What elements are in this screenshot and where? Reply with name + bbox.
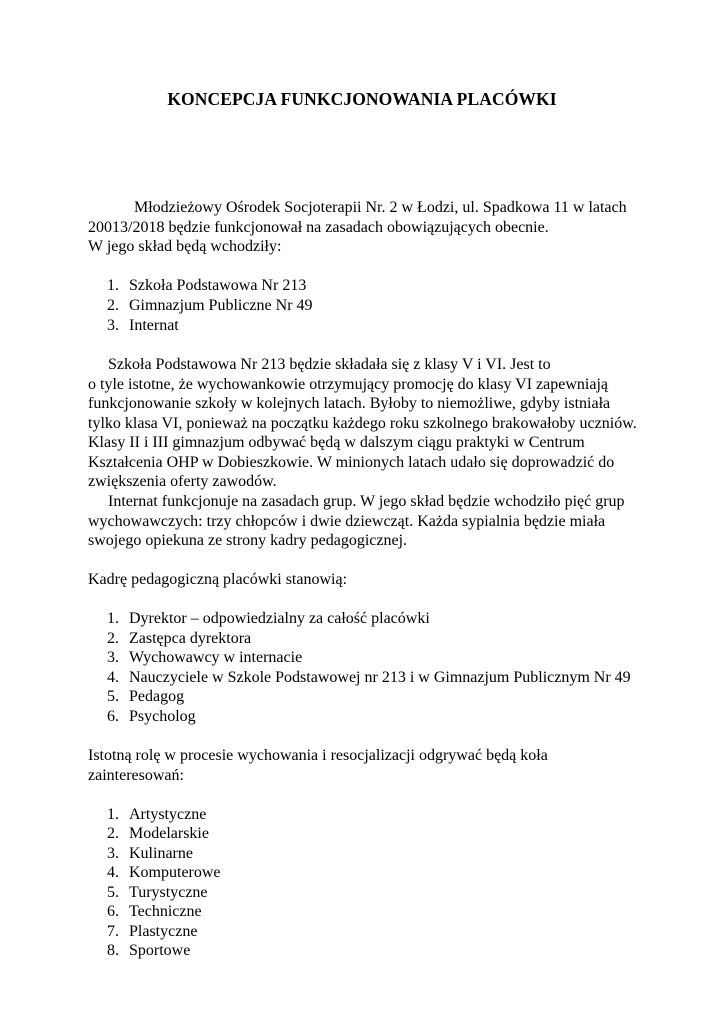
list-number: 6. (107, 903, 119, 920)
clubs-heading-line-2: zainteresowań: (88, 767, 184, 784)
document-title: KONCEPCJA FUNKCJONOWANIA PLACÓWKI (167, 89, 557, 109)
list-item-club-3 (107, 844, 193, 864)
list-item-staff-3 (107, 648, 302, 668)
list-item-club-4 (107, 863, 221, 883)
list-text: Psycholog (129, 708, 196, 725)
list-item-club-2 (107, 824, 209, 844)
list-item-unit-2 (107, 296, 313, 316)
list-item-staff-4 (107, 668, 631, 688)
school-line-4: tylko klasa VI, ponieważ na początku każdego roku szkolnego brakowałoby uczniów. (88, 415, 637, 432)
list-number: 1. (107, 806, 119, 823)
list-text: Internat (129, 317, 179, 334)
list-text: Dyrektor – odpowiedzialny za całość placówki (129, 610, 430, 627)
school-line-6: Kształcenia OHP w Dobieszkowie. W minionych latach udało się doprowadzić do (88, 454, 615, 471)
internat-line-3: swojego opiekuna ze strony kadry pedagogicznej. (88, 532, 408, 549)
list-text: Techniczne (129, 903, 202, 920)
list-number: 3. (107, 317, 119, 334)
list-number: 1. (107, 277, 119, 294)
list-item-club-6 (107, 902, 202, 922)
clubs-heading-line-1: Istotną rolę w procesie wychowania i resocjalizacji odgrywać będą koła (88, 747, 548, 764)
list-text: Pedagog (129, 688, 185, 705)
list-item-staff-5 (107, 687, 184, 707)
list-item-staff-2 (107, 629, 251, 649)
school-line-3: funkcjonowanie szkoły w kolejnych latach. Byłoby to niemożliwe, gdyby istniała (88, 395, 611, 412)
school-line-5: Klasy II i III gimnazjum odbywać będą w dalszym ciągu praktyki w Centrum (88, 434, 585, 451)
list-number: 8. (107, 942, 119, 959)
list-item-club-7 (107, 922, 197, 942)
list-text: Plastyczne (129, 923, 198, 940)
list-item-unit-3 (107, 316, 179, 336)
list-item-club-5 (107, 883, 208, 903)
list-text: Nauczyciele w Szkole Podstawowej nr 213 i w Gimnazjum Publicznym Nr 49 (129, 669, 631, 686)
list-item-club-8 (107, 941, 190, 961)
list-number: 2. (107, 630, 119, 647)
list-text: Wychowawcy w internacie (129, 649, 303, 666)
school-line-1: Szkoła Podstawowa Nr 213 będzie składała się z klasy V i VI. Jest to (108, 356, 551, 373)
list-text: Gimnazjum Publiczne Nr 49 (129, 297, 313, 314)
list-text: Kulinarne (129, 845, 193, 862)
internat-line-2: wychowawczych: trzy chłopców i dwie dziewcząt. Każda sypialnia będzie miała (88, 513, 606, 530)
list-number: 3. (107, 845, 119, 862)
list-number: 1. (107, 610, 119, 627)
list-number: 4. (107, 864, 119, 881)
internat-line-1: Internat funkcjonuje na zasadach grup. W jego skład będzie wchodziło pięć grup (108, 493, 625, 510)
list-text: Komputerowe (129, 864, 221, 881)
list-text: Zastępca dyrektora (129, 630, 252, 647)
list-number: 2. (107, 825, 119, 842)
school-line-7: zwiększenia oferty zawodów. (88, 473, 277, 490)
list-number: 6. (107, 708, 119, 725)
list-text: Turystyczne (129, 884, 208, 901)
list-item-staff-6 (107, 707, 196, 727)
list-text: Sportowe (129, 942, 191, 959)
list-item-club-1 (107, 805, 206, 825)
list-text: Szkoła Podstawowa Nr 213 (129, 277, 307, 294)
intro-line-3: W jego skład będą wchodziły: (88, 238, 282, 255)
list-number: 2. (107, 297, 119, 314)
intro-line-2: 20013/2018 będzie funkcjonował na zasadach obowiązujących obecnie. (88, 219, 549, 236)
list-item-unit-1 (107, 276, 306, 296)
school-line-2: o tyle istotne, że wychowankowie otrzymujący promocję do klasy VI zapewniają (88, 376, 608, 393)
list-text: Modelarskie (129, 825, 209, 842)
list-number: 5. (107, 884, 119, 901)
list-number: 4. (107, 669, 119, 686)
list-text: Artystyczne (129, 806, 207, 823)
list-number: 7. (107, 923, 119, 940)
list-number: 5. (107, 688, 119, 705)
staff-heading: Kadrę pedagogiczną placówki stanowią: (88, 571, 348, 588)
list-number: 3. (107, 649, 119, 666)
list-item-staff-1 (107, 609, 430, 629)
intro-line-1: Młodzieżowy Ośrodek Socjoterapii Nr. 2 w Łodzi, ul. Spadkowa 11 w latach (134, 199, 627, 216)
